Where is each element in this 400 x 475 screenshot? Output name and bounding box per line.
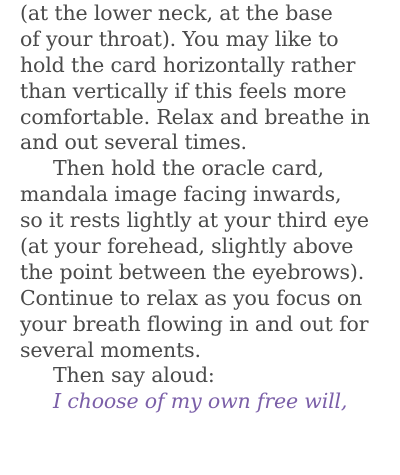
text-line: (at your forehead, slightly above: [20, 234, 354, 259]
text-line: than vertically if this feels more: [20, 78, 347, 103]
body-text: [20, 1, 396, 415]
text-line: (at the lower neck, at the base: [20, 1, 333, 25]
paragraph-start-line: Then hold the oracle card,: [53, 156, 324, 181]
text-line: and out several times.: [20, 130, 247, 155]
paragraph-start-line: Then say aloud:: [53, 363, 215, 388]
affirmation-line: I choose of my own free will,: [53, 389, 348, 414]
text-line: comfortable. Relax and breathe in: [20, 104, 370, 129]
text-line: Continue to relax as you focus on: [20, 285, 363, 310]
text-line: mandala image facing inwards,: [20, 182, 342, 207]
text-line: hold the card horizontally rather: [20, 52, 356, 77]
text-line: so it rests lightly at your third eye: [20, 208, 369, 233]
text-line: of your throat). You may like to: [20, 26, 339, 51]
text-line: your breath flowing in and out for: [20, 311, 369, 336]
text-line: the point between the eyebrows).: [20, 259, 365, 284]
text-line: several moments.: [20, 337, 201, 362]
